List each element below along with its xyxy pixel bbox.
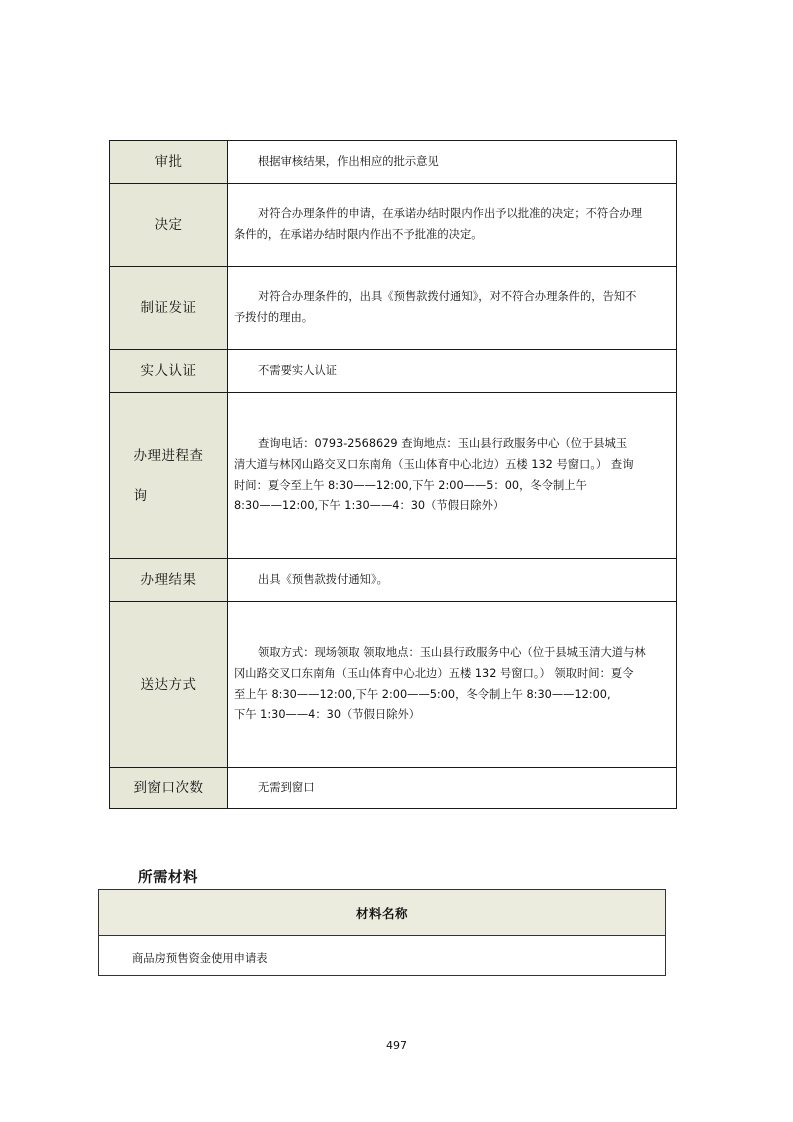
row-value	[228, 768, 677, 809]
table-row-identity-verification	[110, 350, 677, 393]
materials-heading: 所需材料	[138, 870, 198, 886]
table-row-result	[110, 559, 677, 602]
value-line: 无需到窗口	[258, 780, 315, 794]
row-value	[228, 559, 677, 602]
value-line: 不需要实人认证	[258, 363, 338, 377]
row-value	[228, 393, 677, 559]
materials-header-row	[99, 890, 666, 936]
table-row-approval	[110, 141, 677, 184]
value-line: 对符合办理条件的，出具《预售款拨付通知》，对不符合办理条件的，告知不	[258, 290, 637, 304]
table-row-certificate	[110, 267, 677, 350]
row-label: 制证发证	[110, 267, 228, 350]
row-label: 到窗口次数	[110, 768, 228, 809]
row-value	[228, 602, 677, 768]
row-value	[228, 350, 677, 393]
table-row-decision	[110, 184, 677, 267]
value-line: 领取方式：现场领取 领取地点：玉山县行政服务中心（位于县城玉清大道与林	[258, 645, 646, 659]
row-label: 送达方式	[110, 602, 228, 768]
row-label: 决定	[110, 184, 228, 267]
row-value	[228, 141, 677, 184]
label-line: 办理进程查	[133, 447, 204, 464]
value-line: 冈山路交叉口东南角（玉山体育中心北边）五楼 132 号窗口。） 领取时间：夏令	[234, 666, 634, 680]
page-number: 497	[386, 1039, 407, 1052]
label-line: 询	[133, 487, 148, 504]
value-line: 对符合办理条件的申请，在承诺办结时限内作出予以批准的决定；不符合办理	[258, 207, 643, 221]
material-item: 商品房预售资金使用申请表	[99, 936, 666, 976]
value-line: 根据审核结果，作出相应的批示意见	[258, 154, 439, 168]
value-line: 时间：夏令至上午 8:30——12:00,下午 2:00——5：00，冬令制上午	[234, 478, 587, 492]
materials-table	[98, 889, 666, 976]
row-label: 审批	[110, 141, 228, 184]
value-line: 清大道与林冈山路交叉口东南角（玉山体育中心北边）五楼 132 号窗口。） 查询	[234, 457, 634, 471]
materials-column-header: 材料名称	[99, 890, 666, 936]
value-line: 条件的，在承诺办结时限内作出不予批准的决定。	[234, 228, 483, 241]
table-row-window-visits	[110, 768, 677, 809]
value-line: 予拨付的理由。	[234, 311, 314, 324]
value-line: 查询电话：0793-2568629 查询地点：玉山县行政服务中心（位于县城玉	[258, 436, 628, 450]
row-label: 实人认证	[110, 350, 228, 393]
value-line: 8:30——12:00,下午 1:30——4：30（节假日除外）	[234, 499, 505, 513]
process-info-table	[109, 140, 677, 809]
row-value	[228, 184, 677, 267]
row-label: 办理结果	[110, 559, 228, 602]
table-row-progress-query	[110, 393, 677, 559]
value-line: 出具《预售款拨付通知》。	[258, 572, 388, 586]
value-line: 至上午 8:30——12:00,下午 2:00——5:00，冬令制上午 8:30——12:00,	[234, 687, 611, 701]
row-value	[228, 267, 677, 350]
table-row	[99, 936, 666, 976]
value-line: 下午 1:30——4：30（节假日除外）	[234, 708, 421, 722]
row-label	[110, 393, 228, 559]
table-row-delivery-method	[110, 602, 677, 768]
